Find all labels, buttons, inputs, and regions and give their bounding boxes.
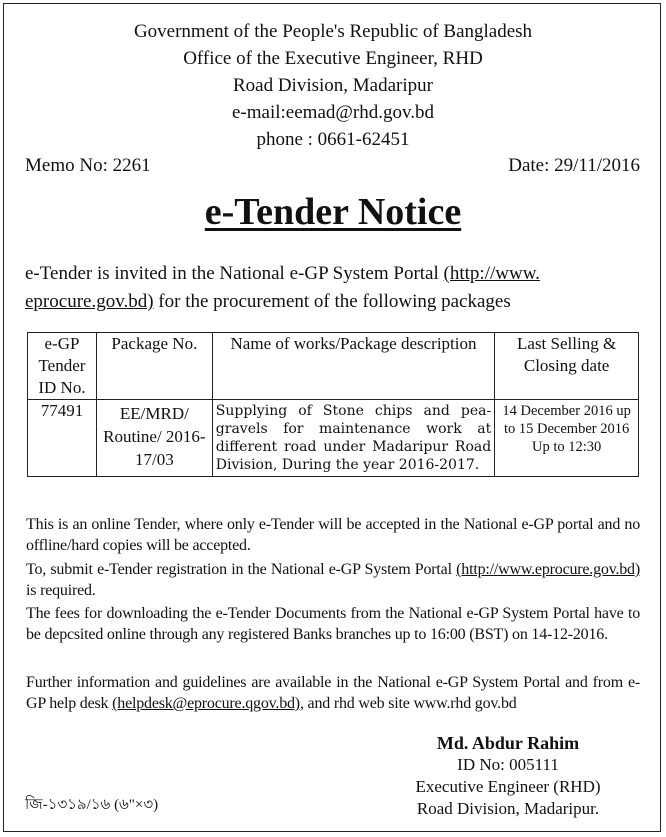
email-line: e-mail:eemad@rhd.gov.bd [232,102,434,123]
guidelines-paragraph [26,672,640,714]
reference-code: জি-১৩১৯/১৬ (৬"×৩) [25,797,159,813]
signature-block [388,732,628,820]
header-package-no: Package No. [96,333,212,400]
guidelines-text: Further information and guidelines are available in the National e-GP System Portal and from e-GP help desk [26,674,640,712]
signatory-office: Road Division, Madaripur. [416,799,600,818]
office-header [0,18,666,153]
registration-text: To, submit e-Tender registration in the National e-GP System Portal [26,561,457,578]
helpdesk-link[interactable]: (helpdesk@eprocure.qgov.bd) [112,695,300,712]
guidelines-text-end: , and rhd web site www.rhd gov.bd [299,695,517,712]
signatory-id: ID No: 005111 [457,755,559,774]
division-line: Road Division, Madaripur [232,75,433,96]
fees-paragraph: The fees for downloading the e-Tender Documents from the National e-GP System Portal have to be depcsited online through any registered Banks branches up to 16:00 (BST) on 14-12-2016. [26,605,640,643]
notice-date: Date: 29/11/2016 [508,155,640,176]
signatory-name: Md. Abdur Rahim [436,733,580,753]
tender-table [27,332,639,477]
table-row [28,400,639,477]
online-tender-paragraph: This is an online Tender, where only e-Tender will be accepted in the National e-GP portal and no offline/hard copies will be accepted. [26,516,640,554]
intro-text: e-Tender is invited in the National e-GP System Portal [25,263,444,284]
header-tender-id: e-GP Tender ID No. [28,333,97,400]
registration-text-end: is required. [26,582,96,599]
header-description: Name of works/Package description [212,333,494,400]
phone-line: phone : 0661-62451 [256,129,410,150]
package-no-cell: EE/MRD/ Routine/ 2016-17/03 [96,400,212,477]
table-header-row [28,333,639,400]
tender-id-cell: 77491 [28,400,97,477]
registration-paragraph [26,559,640,601]
intro-paragraph [25,260,641,316]
page-title: e-Tender Notice [204,191,462,233]
registration-link[interactable]: (http://www.eprocure.gov.bd) [456,561,640,578]
portal-link[interactable]: (http://www. eprocure.gov.bd) [25,263,540,312]
header-dates: Last Selling & Closing date [495,333,639,400]
intro-text-end: for the procurement of the following packages [153,291,511,312]
memo-number: Memo No: 2261 [25,155,151,176]
office-line: Office of the Executive Engineer, RHD [183,48,483,69]
description-cell: Supplying of Stone chips and pea-gravels for maintenance work at different road under Madaripur Road Division, During the year 2016-2017. [212,400,494,477]
dates-cell: 14 December 2016 up to 15 December 2016 Up to 12:30 [495,400,639,477]
signatory-designation: Executive Engineer (RHD) [415,777,601,796]
government-line: Government of the People's Republic of Bangladesh [133,21,533,42]
